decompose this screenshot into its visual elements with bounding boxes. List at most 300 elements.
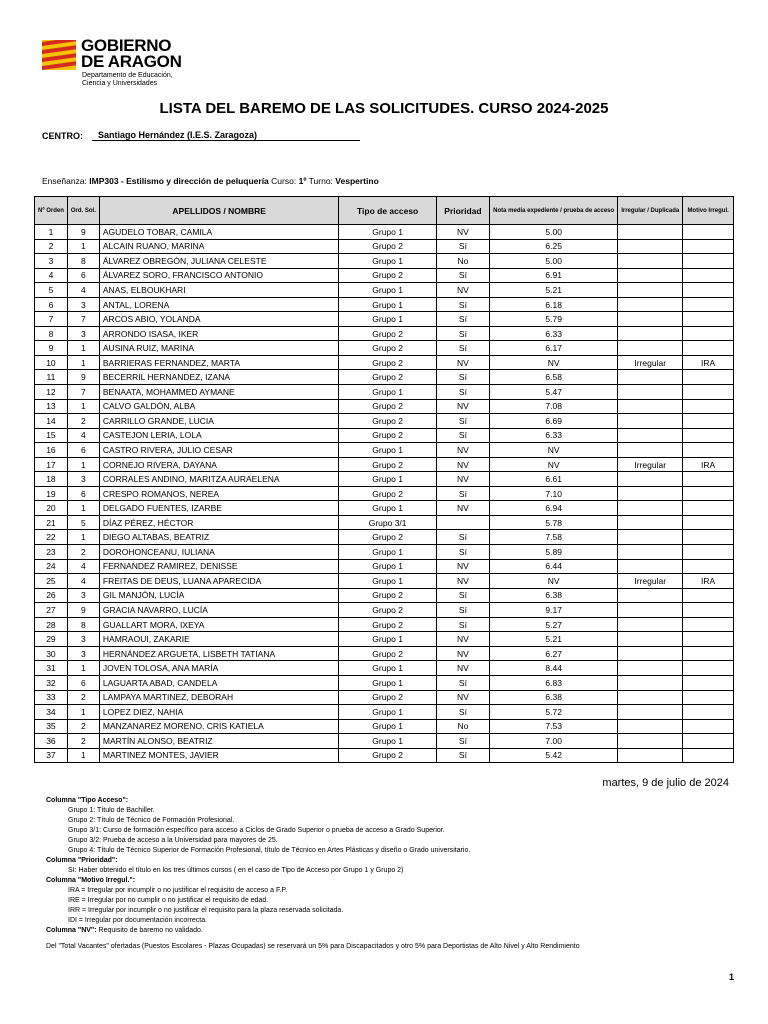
table-row: [35, 326, 734, 341]
cell-nombre: MANZANAREZ MORENO, CRIS KATIELA: [99, 719, 339, 734]
cell-nombre: CARRILLO GRANDE, LUCIA: [99, 414, 339, 429]
cell-nota: 6.58: [490, 370, 618, 385]
cell-nota: 7.10: [490, 486, 618, 501]
cell-tipo: Grupo 2: [339, 457, 436, 472]
cell-sol: 6: [67, 486, 99, 501]
cell-nombre: HAMRAOUI, ZAKARIE: [99, 632, 339, 647]
cell-nota: 6.33: [490, 326, 618, 341]
cell-nota: 5.27: [490, 617, 618, 632]
cell-motivo: [683, 632, 734, 647]
cell-orden: 4: [35, 268, 68, 283]
notes-motivo-item: IRR = Irregular por incumplir o no justificar el requisito para la plaza reservada solicitada.: [68, 907, 344, 914]
cell-motivo: [683, 719, 734, 734]
cell-nota: 5.47: [490, 385, 618, 400]
notes-nv-header: Columna "NV":: [46, 927, 97, 934]
cell-motivo: [683, 254, 734, 269]
cell-motivo: [683, 472, 734, 487]
cell-tipo: Grupo 2: [339, 370, 436, 385]
cell-sol: 6: [67, 443, 99, 458]
turno-value: Vespertino: [335, 176, 379, 186]
cell-tipo: Grupo 2: [339, 646, 436, 661]
cell-sol: 6: [67, 268, 99, 283]
cell-orden: 36: [35, 734, 68, 749]
table-row: [35, 472, 734, 487]
cell-irregular: [618, 661, 683, 676]
cell-nota: 6.83: [490, 675, 618, 690]
cell-motivo: [683, 705, 734, 720]
cell-prioridad: No: [436, 254, 489, 269]
cell-nota: 7.08: [490, 399, 618, 414]
cell-nota: 6.33: [490, 428, 618, 443]
table-row: [35, 428, 734, 443]
cell-orden: 9: [35, 341, 68, 356]
cell-orden: 18: [35, 472, 68, 487]
cell-prioridad: Sí: [436, 603, 489, 618]
cell-prioridad: NV: [436, 574, 489, 589]
cell-tipo: Grupo 1: [339, 472, 436, 487]
enseanza-line: [42, 176, 379, 186]
table-row: [35, 457, 734, 472]
table-row: [35, 239, 734, 254]
cell-nota: 6.61: [490, 472, 618, 487]
cell-sol: 1: [67, 457, 99, 472]
cell-prioridad: NV: [436, 690, 489, 705]
cell-motivo: [683, 501, 734, 516]
cell-motivo: [683, 239, 734, 254]
cell-prioridad: Sí: [436, 428, 489, 443]
cell-orden: 7: [35, 312, 68, 327]
cell-irregular: [618, 312, 683, 327]
table-row: [35, 690, 734, 705]
cell-motivo: [683, 341, 734, 356]
table-row: [35, 341, 734, 356]
table-row: [35, 545, 734, 560]
aragon-flag-icon: [42, 40, 76, 70]
cell-nombre: MARTINEZ MONTES, JAVIER: [99, 748, 339, 763]
cell-orden: 1: [35, 225, 68, 240]
cell-orden: 2: [35, 239, 68, 254]
cell-sol: 1: [67, 501, 99, 516]
cell-nombre: ANTAL, LORENA: [99, 297, 339, 312]
cell-sol: 1: [67, 341, 99, 356]
cell-tipo: Grupo 1: [339, 661, 436, 676]
notes-tipo-item: Grupo 4: Título de Técnico Superior de Formación Profesional, título de Técnico en Artes Plásticas y diseño o Grado universitario.: [68, 847, 471, 854]
cell-motivo: [683, 734, 734, 749]
cell-orden: 34: [35, 705, 68, 720]
cell-irregular: [618, 297, 683, 312]
cell-tipo: Grupo 1: [339, 225, 436, 240]
table-row: [35, 385, 734, 400]
cell-nombre: LAGUARTA ABAD, CANDELA: [99, 675, 339, 690]
cell-irregular: [618, 326, 683, 341]
cell-tipo: Grupo 1: [339, 297, 436, 312]
cell-irregular: [618, 501, 683, 516]
cell-orden: 17: [35, 457, 68, 472]
cell-motivo: IRA: [683, 355, 734, 370]
table-row: [35, 283, 734, 298]
page-title: LISTA DEL BAREMO DE LAS SOLICITUDES. CURSO 2024-2025: [159, 100, 609, 117]
table-row: [35, 734, 734, 749]
cell-sol: 1: [67, 399, 99, 414]
cell-orden: 24: [35, 559, 68, 574]
cell-orden: 26: [35, 588, 68, 603]
cell-tipo: Grupo 2: [339, 748, 436, 763]
table-header-row: [35, 197, 734, 225]
table-row: [35, 588, 734, 603]
table-row: [35, 661, 734, 676]
cell-nota: NV: [490, 355, 618, 370]
table-row: [35, 530, 734, 545]
cell-sol: 1: [67, 748, 99, 763]
cell-nombre: HERNÁNDEZ ARGUETA, LISBETH TATIANA: [99, 646, 339, 661]
cell-nota: 6.38: [490, 588, 618, 603]
cell-orden: 32: [35, 675, 68, 690]
table-row: [35, 312, 734, 327]
cell-orden: 8: [35, 326, 68, 341]
cell-irregular: [618, 603, 683, 618]
cell-irregular: Irregular: [618, 574, 683, 589]
table-row: [35, 574, 734, 589]
cell-sol: 4: [67, 574, 99, 589]
cell-nombre: BARRIERAS FERNANDEZ, MARTA: [99, 355, 339, 370]
cell-motivo: [683, 559, 734, 574]
cell-sol: 6: [67, 675, 99, 690]
cell-nombre: ARCOS ABIO, YOLANDA: [99, 312, 339, 327]
cell-tipo: Grupo 2: [339, 341, 436, 356]
header-nota: Nota media expediente / prueba de acceso: [490, 197, 618, 225]
cell-orden: 12: [35, 385, 68, 400]
cell-tipo: Grupo 2: [339, 588, 436, 603]
cell-motivo: [683, 225, 734, 240]
cell-nota: 5.21: [490, 632, 618, 647]
cell-prioridad: Sí: [436, 385, 489, 400]
cell-tipo: Grupo 3/1: [339, 515, 436, 530]
table-row: [35, 515, 734, 530]
cell-nombre: DELGADO FUENTES, IZARBE: [99, 501, 339, 516]
cell-sol: 4: [67, 428, 99, 443]
cell-prioridad: NV: [436, 472, 489, 487]
cell-sol: 3: [67, 472, 99, 487]
cell-irregular: [618, 559, 683, 574]
cell-tipo: Grupo 2: [339, 268, 436, 283]
header-prioridad: Prioridad: [436, 197, 489, 225]
cell-tipo: Grupo 1: [339, 545, 436, 560]
cell-nota: 9.17: [490, 603, 618, 618]
cell-tipo: Grupo 1: [339, 705, 436, 720]
cell-sol: 3: [67, 326, 99, 341]
cell-motivo: [683, 690, 734, 705]
cell-orden: 16: [35, 443, 68, 458]
cell-sol: 1: [67, 661, 99, 676]
cell-nombre: DIEGO ALTABAS, BEATRIZ: [99, 530, 339, 545]
header-motivo: Motivo Irregul.: [683, 197, 734, 225]
cell-motivo: [683, 515, 734, 530]
cell-orden: 5: [35, 283, 68, 298]
cell-nota: 6.27: [490, 646, 618, 661]
cell-sol: 7: [67, 385, 99, 400]
cell-motivo: [683, 588, 734, 603]
cell-prioridad: NV: [436, 457, 489, 472]
cell-nombre: AGUDELO TOBAR, CAMILA: [99, 225, 339, 240]
cell-tipo: Grupo 1: [339, 283, 436, 298]
table-body: [35, 225, 734, 763]
table-row: [35, 486, 734, 501]
cell-prioridad: NV: [436, 501, 489, 516]
cell-tipo: Grupo 2: [339, 617, 436, 632]
enseanza-value: IMP303 - Estilismo y dirección de peluquería: [89, 176, 269, 186]
cell-tipo: Grupo 1: [339, 719, 436, 734]
cell-motivo: [683, 443, 734, 458]
cell-orden: 15: [35, 428, 68, 443]
curso-label: Curso:: [271, 176, 297, 186]
table-row: [35, 268, 734, 283]
cell-tipo: Grupo 2: [339, 428, 436, 443]
cell-tipo: Grupo 1: [339, 254, 436, 269]
cell-sol: 1: [67, 239, 99, 254]
cell-orden: 22: [35, 530, 68, 545]
cell-tipo: Grupo 1: [339, 501, 436, 516]
cell-motivo: [683, 617, 734, 632]
notes-motivo-header: Columna "Motivo Irregul.":: [46, 877, 136, 884]
cell-tipo: Grupo 1: [339, 632, 436, 647]
notes-tipo-header: Columna "Tipo Acceso":: [46, 797, 129, 804]
cell-prioridad: Sí: [436, 734, 489, 749]
cell-nota: 6.38: [490, 690, 618, 705]
cell-prioridad: NV: [436, 632, 489, 647]
notes-tipo-item: Grupo 2: Título de Técnico de Formación Profesional.: [68, 817, 235, 824]
cell-nombre: LAMPAYA MARTINEZ, DEBORAH: [99, 690, 339, 705]
cell-irregular: [618, 705, 683, 720]
cell-tipo: Grupo 2: [339, 486, 436, 501]
cell-irregular: [618, 385, 683, 400]
cell-sol: 9: [67, 603, 99, 618]
cell-prioridad: NV: [436, 225, 489, 240]
cell-orden: 3: [35, 254, 68, 269]
cell-tipo: Grupo 2: [339, 414, 436, 429]
cell-irregular: [618, 719, 683, 734]
cell-prioridad: Sí: [436, 705, 489, 720]
cell-nombre: GRACIA NAVARRO, LUCÍA: [99, 603, 339, 618]
header-irregular: Irregular / Duplicada: [618, 197, 683, 225]
cell-sol: 1: [67, 355, 99, 370]
table-row: [35, 603, 734, 618]
cell-prioridad: NV: [436, 399, 489, 414]
cell-prioridad: NV: [436, 443, 489, 458]
cell-nombre: DOROHONCEANU, IULIANA: [99, 545, 339, 560]
cell-nota: 8.44: [490, 661, 618, 676]
table-row: [35, 443, 734, 458]
table-row: [35, 414, 734, 429]
cell-motivo: [683, 326, 734, 341]
cell-orden: 35: [35, 719, 68, 734]
cell-irregular: [618, 443, 683, 458]
cell-tipo: Grupo 2: [339, 690, 436, 705]
cell-nombre: CASTEJON LERIA, LOLA: [99, 428, 339, 443]
logo-department-line1: Departamento de Educación,: [82, 72, 173, 79]
baremo-table: [34, 196, 734, 763]
table-row: [35, 719, 734, 734]
cell-nota: 5.00: [490, 225, 618, 240]
centro-label: CENTRO:: [42, 131, 83, 141]
cell-nombre: BECERRIL HERNANDEZ, IZANA: [99, 370, 339, 385]
notes-prioridad-header: Columna "Prioridad":: [46, 857, 118, 864]
cell-orden: 27: [35, 603, 68, 618]
table-row: [35, 748, 734, 763]
cell-nombre: LOPEZ DIEZ, NAHIA: [99, 705, 339, 720]
cell-nombre: CRESPO ROMANOS, NEREA: [99, 486, 339, 501]
header-nombre: APELLIDOS / NOMBRE: [99, 197, 339, 225]
cell-orden: 11: [35, 370, 68, 385]
cell-prioridad: Sí: [436, 297, 489, 312]
cell-nombre: CORNEJO RIVERA, DAYANA: [99, 457, 339, 472]
table-row: [35, 254, 734, 269]
cell-irregular: [618, 530, 683, 545]
cell-nota: 5.42: [490, 748, 618, 763]
cell-orden: 33: [35, 690, 68, 705]
cell-motivo: [683, 748, 734, 763]
cell-irregular: [618, 341, 683, 356]
cell-prioridad: Sí: [436, 268, 489, 283]
cell-motivo: [683, 399, 734, 414]
header-sol: Ord. Sol.: [67, 197, 99, 225]
cell-nota: NV: [490, 457, 618, 472]
cell-nota: 5.00: [490, 254, 618, 269]
cell-sol: 3: [67, 297, 99, 312]
cell-nombre: GUALLART MORA, IXEYA: [99, 617, 339, 632]
cell-nota: 5.79: [490, 312, 618, 327]
cell-sol: 4: [67, 283, 99, 298]
cell-nota: 5.21: [490, 283, 618, 298]
logo-text-line2: DE ARAGON: [81, 52, 182, 71]
turno-label: Turno:: [308, 176, 333, 186]
cell-prioridad: [436, 515, 489, 530]
cell-prioridad: Sí: [436, 588, 489, 603]
notes-tipo-item: Grupo 1: Título de Bachiller.: [68, 807, 155, 814]
cell-orden: 6: [35, 297, 68, 312]
header-tipo: Tipo de acceso: [339, 197, 436, 225]
cell-irregular: [618, 472, 683, 487]
cell-motivo: [683, 370, 734, 385]
cell-tipo: Grupo 2: [339, 399, 436, 414]
cell-prioridad: Sí: [436, 530, 489, 545]
cell-nombre: CORRALES ANDINO, MARITZA AURAELENA: [99, 472, 339, 487]
cell-prioridad: NV: [436, 661, 489, 676]
cell-sol: 5: [67, 515, 99, 530]
cell-motivo: [683, 486, 734, 501]
table-row: [35, 617, 734, 632]
cell-orden: 10: [35, 355, 68, 370]
cell-irregular: [618, 399, 683, 414]
cell-prioridad: Sí: [436, 675, 489, 690]
cell-motivo: IRA: [683, 457, 734, 472]
centro-value: Santiago Hernández (I.E.S. Zaragoza): [92, 130, 360, 141]
cell-prioridad: NV: [436, 283, 489, 298]
legend-notes: [46, 796, 470, 936]
cell-prioridad: NV: [436, 646, 489, 661]
cell-nota: NV: [490, 443, 618, 458]
page-number: 1: [728, 972, 734, 982]
notes-motivo-item: IRA = Irregular por incumplir o no justificar el requisito de acceso a F.P.: [68, 887, 288, 894]
cell-nota: 6.18: [490, 297, 618, 312]
table-row: [35, 675, 734, 690]
cell-prioridad: Sí: [436, 312, 489, 327]
cell-motivo: [683, 530, 734, 545]
cell-orden: 13: [35, 399, 68, 414]
cell-motivo: [683, 545, 734, 560]
cell-prioridad: Sí: [436, 370, 489, 385]
logo-text-line1: GOBIERNO: [81, 36, 172, 55]
table-row: [35, 370, 734, 385]
cell-nota: NV: [490, 574, 618, 589]
cell-motivo: [683, 297, 734, 312]
notes-tipo-item: Grupo 3/2: Prueba de acceso a la Universidad para mayores de 25.: [68, 837, 278, 844]
cell-nombre: FERNANDEZ RAMIREZ, DENISSE: [99, 559, 339, 574]
cell-tipo: Grupo 2: [339, 530, 436, 545]
cell-sol: 7: [67, 312, 99, 327]
cell-nota: 5.89: [490, 545, 618, 560]
cell-motivo: [683, 312, 734, 327]
cell-orden: 19: [35, 486, 68, 501]
cell-prioridad: NV: [436, 559, 489, 574]
cell-nombre: BENAATA, MOHAMMED AYMANE: [99, 385, 339, 400]
cell-orden: 23: [35, 545, 68, 560]
cell-irregular: [618, 690, 683, 705]
cell-sol: 8: [67, 254, 99, 269]
footer-note: Del "Total Vacantes" ofertadas (Puestos Escolares - Plazas Ocupadas) se reservará un 5% para Discapacitados y otro 5% para Deportistas de Alto Nivel y Alto Rendimiento: [46, 943, 580, 950]
cell-nota: 5.72: [490, 705, 618, 720]
cell-irregular: [618, 370, 683, 385]
cell-nombre: FREITAS DE DEUS, LUANA APARECIDA: [99, 574, 339, 589]
cell-sol: 9: [67, 225, 99, 240]
cell-irregular: [618, 225, 683, 240]
cell-tipo: Grupo 1: [339, 443, 436, 458]
cell-sol: 2: [67, 545, 99, 560]
cell-nombre: ARRONDO ISASA, IKER: [99, 326, 339, 341]
cell-orden: 25: [35, 574, 68, 589]
header-orden: Nº Orden: [35, 197, 68, 225]
cell-prioridad: Sí: [436, 414, 489, 429]
cell-nota: 6.91: [490, 268, 618, 283]
cell-sol: 1: [67, 705, 99, 720]
cell-irregular: Irregular: [618, 457, 683, 472]
cell-motivo: [683, 675, 734, 690]
cell-nota: 5.78: [490, 515, 618, 530]
cell-irregular: [618, 617, 683, 632]
cell-tipo: Grupo 1: [339, 574, 436, 589]
cell-nota: 7.53: [490, 719, 618, 734]
cell-nota: 6.44: [490, 559, 618, 574]
cell-orden: 37: [35, 748, 68, 763]
cell-tipo: Grupo 1: [339, 559, 436, 574]
cell-prioridad: Sí: [436, 617, 489, 632]
cell-irregular: [618, 632, 683, 647]
document-date: martes, 9 de julio de 2024: [602, 777, 729, 789]
cell-prioridad: NV: [436, 355, 489, 370]
cell-tipo: Grupo 2: [339, 326, 436, 341]
cell-sol: 3: [67, 588, 99, 603]
centro-line: [42, 130, 360, 141]
cell-irregular: [618, 254, 683, 269]
cell-orden: 29: [35, 632, 68, 647]
cell-orden: 30: [35, 646, 68, 661]
cell-nota: 6.17: [490, 341, 618, 356]
table-row: [35, 501, 734, 516]
cell-motivo: [683, 646, 734, 661]
cell-sol: 3: [67, 646, 99, 661]
table-row: [35, 399, 734, 414]
cell-motivo: [683, 268, 734, 283]
cell-nombre: DÍAZ PÉREZ, HÉCTOR: [99, 515, 339, 530]
